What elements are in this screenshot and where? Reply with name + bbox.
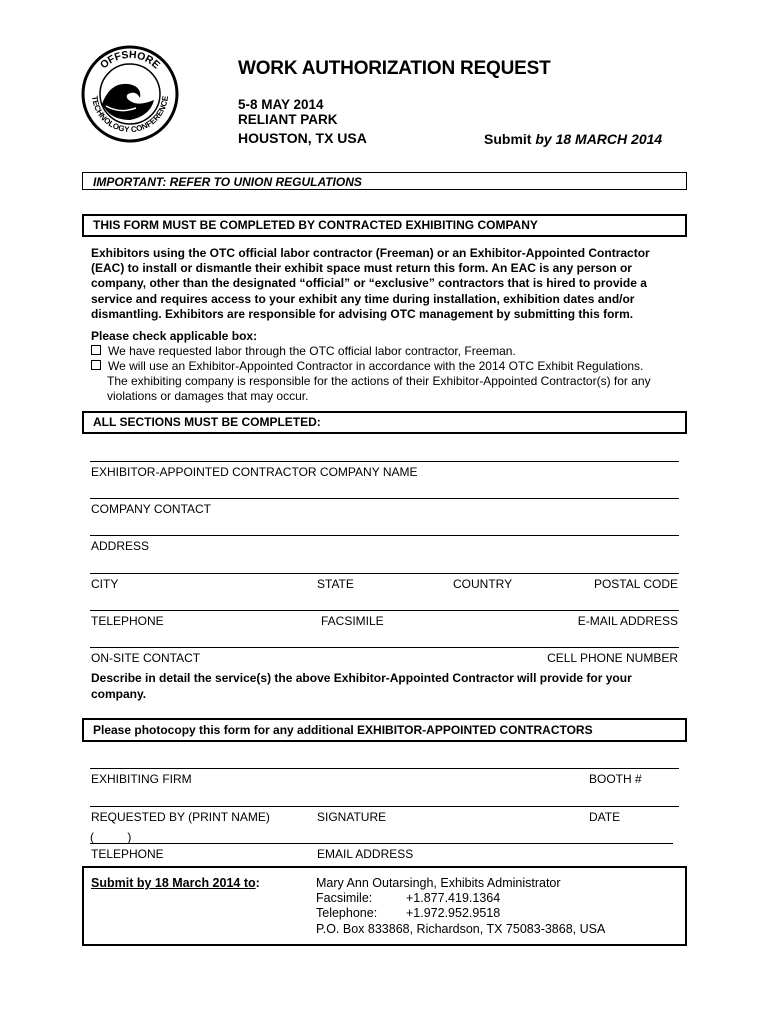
country-label: COUNTRY xyxy=(453,577,513,591)
describe-prompt: Describe in detail the service(s) the above Exhibitor-Appointed Contractor will provide for your company. xyxy=(91,671,632,701)
onsite-contact-label: ON-SITE CONTACT xyxy=(91,651,201,665)
phone-parens: ( ) xyxy=(90,830,132,844)
fax-row xyxy=(316,891,605,906)
company-contact-line[interactable] xyxy=(90,498,679,499)
option-eac-note: The exhibiting company is responsible for the actions of their Exhibitor-Appointed Contractor(s) for any violations or damages that may occur. xyxy=(107,374,651,403)
fax-number: +1.877.419.1364 xyxy=(406,891,501,906)
requested-by-label: REQUESTED BY (PRINT NAME) xyxy=(91,810,270,824)
postal-code-label: POSTAL CODE xyxy=(593,577,678,591)
signature-label: SIGNATURE xyxy=(317,810,387,824)
important-notice: IMPORTANT: REFER TO UNION REGULATIONS xyxy=(82,172,687,190)
submit-prefix: Submit xyxy=(484,131,536,147)
onsite-line[interactable] xyxy=(90,647,679,648)
svg-text:TECHNOLOGY CONFERENCE: TECHNOLOGY CONFERENCE xyxy=(90,95,171,135)
po-box: P.O. Box 833868, Richardson, TX 75083-3868, USA xyxy=(316,921,606,936)
submit-to-colon: : xyxy=(255,876,260,890)
event-venue: RELIANT PARK xyxy=(238,112,338,127)
requested-by-line[interactable] xyxy=(90,806,679,807)
cell-phone-label: CELL PHONE NUMBER xyxy=(547,651,678,665)
check-heading: Please check applicable box: xyxy=(91,329,258,343)
tel-number: +1.972.952.9518 xyxy=(406,906,501,921)
fax-label: Facsimile: xyxy=(316,891,373,906)
exhibitor-email-label: EMAIL ADDRESS xyxy=(317,847,414,861)
submit-to-text: Submit by 18 March 2014 to xyxy=(91,876,256,890)
eac-company-label: EXHIBITOR-APPOINTED CONTRACTOR COMPANY NAME xyxy=(91,465,418,479)
tel-label: Telephone: xyxy=(316,906,378,921)
exhibiting-firm-label: EXHIBITING FIRM xyxy=(91,772,192,786)
option-eac xyxy=(91,359,643,374)
option-freeman xyxy=(91,344,516,359)
eac-company-line[interactable] xyxy=(90,461,679,462)
date-label: DATE xyxy=(589,810,621,824)
submit-to-label xyxy=(91,876,260,890)
section-heading-photocopy: Please photocopy this form for any additional EXHIBITOR-APPOINTED CONTRACTORS xyxy=(82,718,687,742)
option-eac-label: We will use an Exhibitor-Appointed Contractor in accordance with the 2014 OTC Exhibit Regulations. xyxy=(108,359,644,373)
svg-text:OFFSHORE: OFFSHORE xyxy=(97,48,163,72)
exhibiting-firm-line[interactable] xyxy=(90,768,679,769)
checkbox-freeman[interactable] xyxy=(91,345,101,355)
form-title: WORK AUTHORIZATION REQUEST xyxy=(238,58,551,79)
booth-label: BOOTH # xyxy=(589,772,642,786)
event-city: HOUSTON, TX USA xyxy=(238,130,367,146)
instructions-paragraph: Exhibitors using the OTC official labor contractor (Freeman) or an Exhibitor-Appointed Contractor (EAC) to install or dismantle their exhibit space must return this form. An EAC is any person or company, other than the designated “official” or “exclusive” contractors that is hired to provide a service and requires access to your exhibit any time during installation, exhibition dates and/or dismantling. Exhibitors are responsible for advising OTC management by submitting this form. xyxy=(91,246,650,321)
state-label: STATE xyxy=(317,577,354,591)
telephone-label: TELEPHONE xyxy=(91,614,164,628)
submit-deadline xyxy=(484,131,662,147)
address-line[interactable] xyxy=(90,535,679,536)
telephone-email-line[interactable] xyxy=(90,843,673,844)
section-heading-all-sections: ALL SECTIONS MUST BE COMPLETED: xyxy=(82,411,687,434)
section-heading-exhibiting-company: THIS FORM MUST BE COMPLETED BY CONTRACTED EXHIBITING COMPANY xyxy=(82,214,687,237)
address-label: ADDRESS xyxy=(91,539,150,553)
submit-contact-block xyxy=(316,876,605,937)
exhibitor-telephone-label: TELEPHONE xyxy=(91,847,164,861)
admin-name: Mary Ann Outarsingh, Exhibits Administrator xyxy=(316,876,561,890)
checkbox-eac[interactable] xyxy=(91,360,101,370)
telephone-line[interactable] xyxy=(90,610,679,611)
option-freeman-label: We have requested labor through the OTC official labor contractor, Freeman. xyxy=(108,344,516,358)
email-label: E-MAIL ADDRESS xyxy=(577,614,678,628)
event-dates: 5-8 MAY 2014 xyxy=(238,97,324,112)
city-label: CITY xyxy=(91,577,119,591)
otc-logo xyxy=(80,44,180,144)
tel-row xyxy=(316,906,605,921)
city-line[interactable] xyxy=(90,573,679,574)
submit-deadline-date: by 18 MARCH 2014 xyxy=(535,131,663,147)
company-contact-label: COMPANY CONTACT xyxy=(91,502,212,516)
facsimile-label: FACSIMILE xyxy=(321,614,384,628)
